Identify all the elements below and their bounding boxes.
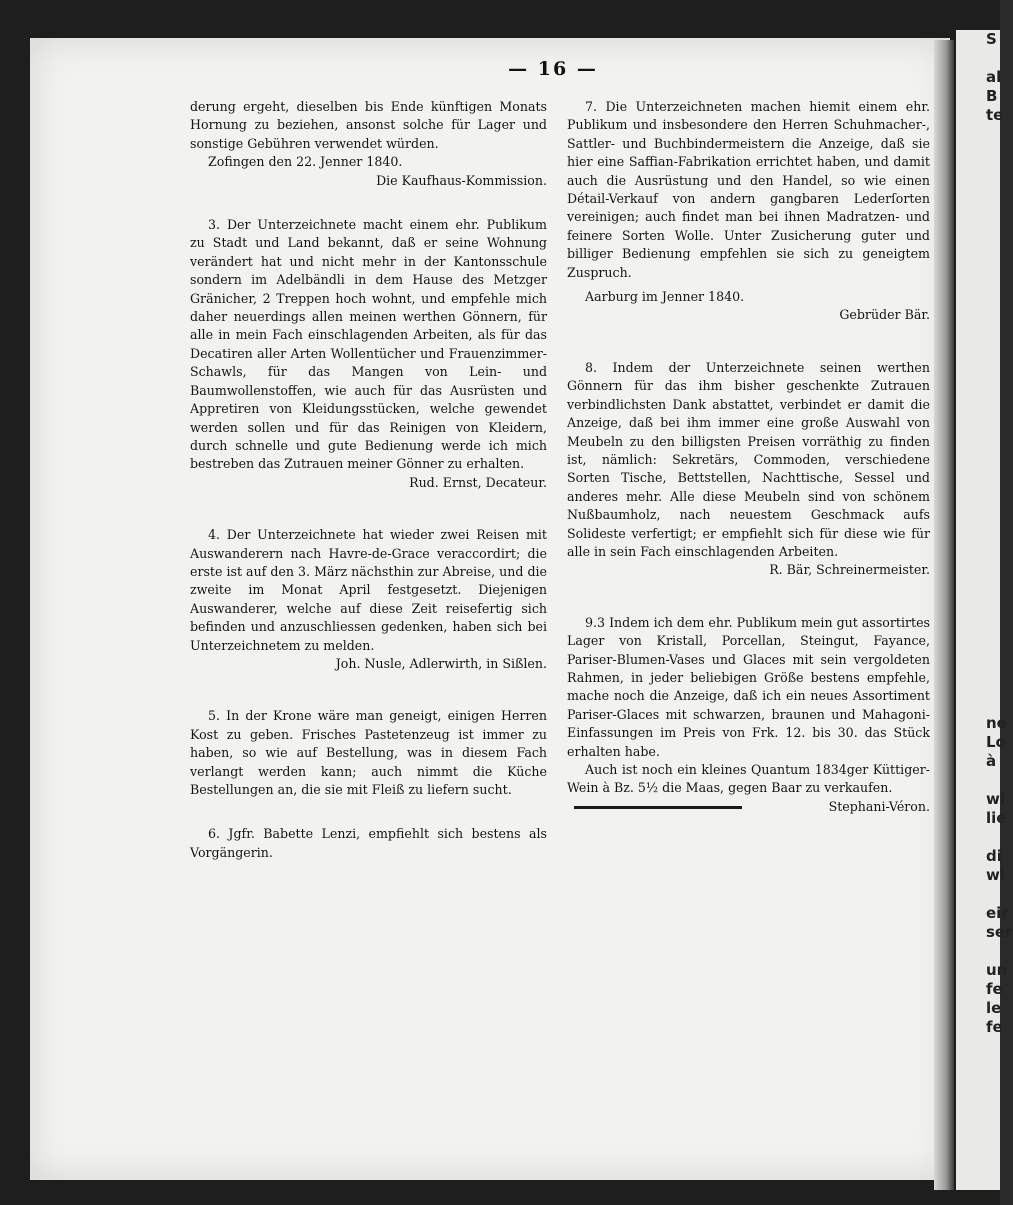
section-rule [574,806,742,809]
edge-fragment [956,600,1000,619]
edge-fragment [956,144,1000,163]
edge-fragment [956,258,1000,277]
notice-8 [567,359,930,580]
notice-5 [190,707,547,799]
edge-fragment: ne [986,714,1007,732]
notice-signature: R. Bär, Schreinermeister. [769,562,930,578]
notice-text: derung ergeht, dieselben bis Ende künftigen Monats Hornung zu beziehen, ansonst solche für Lager und sonstige Gebühren verwendet würden. [190,99,547,151]
edge-fragment [956,125,1000,144]
edge-fragment [956,372,1000,391]
right-column [567,98,930,816]
notice-text: 3. Der Unterzeichnete macht einem ehr. Publikum zu Stadt und Land bekannt, daß er seine Wohnung verändert hat und nicht mehr in der Kantonsschule sondern im Adelbändli in dem Hause des Metzger Gränicher, 2 Treppen hoch wohnt, und empfehle mich daher neuerdings allen meinen werthen Gönnern, für alle in mein Fach einschlagenden Arbeiten, als für das Decatiren aller Arten Wollentücher und Frauenzimmer-Schawls, für das Mangen von Lein- und Baumwollenstoffen, wie auch für das Ausrüsten und Appretiren von Kleidungsstücken, welche gewendet werden sollen und für das Reinigen von Kleidern, durch schnelle und gute Bedienung werde ich mich bestreben das Zutrauen meiner Gönner zu erhalten. [190,217,547,472]
edge-fragment: fe [986,1018,1003,1036]
notice-signature: Joh. Nusle, Adlerwirth, in Sißlen. [335,655,547,671]
place-date: Zofingen den 22. Jenner 1840. [208,154,403,170]
edge-fragment [956,334,1000,353]
notice-4 [190,526,547,673]
notice-3 [190,216,547,492]
page-number: — 16 — [508,58,598,80]
edge-fragment [956,619,1000,638]
edge-fragment [956,695,1000,714]
edge-fragment [956,315,1000,334]
notice-6 [190,825,547,862]
edge-fragment [956,676,1000,695]
edge-fragment [956,828,1000,847]
edge-fragment: wi [986,866,1005,884]
edge-fragment [956,562,1000,581]
edge-fragment [956,220,1000,239]
edge-fragment [956,239,1000,258]
edge-fragment [956,467,1000,486]
place-date: Aarburg im Jenner 1840. [585,289,745,305]
edge-fragment: Lo [986,733,1006,751]
notice-text: 8. Indem der Unterzeichnete seinen werthen Gönnern für das ihm bisher geschenkte Zutrauen verbindlichsten Dank abstattet, verbindet er damit die Anzeige, daß bei ihm immer eine große Auswahl von Meubeln zu den billigsten Preisen vorräthig zu finden ist, nämlich: Sekretärs, Commoden, verschiedene Sorten Tische, Bettstellen, Nachttische, Sessel und anderes mehr. Alle diese Meubeln sind von schönem Nußbaumholz, nach neuestem Geschmack aufs Solideste verfertigt; er empfiehlt sich für diese wie für alle in sein Fach einschlagenden Arbeiten. [567,359,930,559]
edge-fragment: fe [986,980,1003,998]
edge-fragment: eir [986,904,1009,922]
edge-fragment: à [986,752,997,770]
edge-fragment [956,296,1000,315]
notice-text-2: Auch ist noch ein kleines Quantum 1834ger Küttiger-Wein à Bz. 5½ die Maas, gegen Baar zu verkaufen. [567,762,930,796]
notice-signature: Rud. Ernst, Decateur. [409,474,547,490]
edge-fragment: S [986,30,997,48]
binding-gutter [934,40,954,1190]
edge-fragment: wi [986,790,1005,808]
edge-fragment: le [986,999,1002,1017]
edge-fragment: un [986,961,1008,979]
notice-text: 5. In der Krone wäre man geneigt, einigen Herren Kost zu geben. Frisches Pastetenzeug ist immer zu haben, so wie auf Bestellung, was in diesem Fach verlangt werden kann; auch nimmt die Küche Bestellungen an, die sie mit Fleiß zu liefern sucht. [190,708,547,797]
edge-fragment [956,486,1000,505]
edge-fragment [956,885,1000,904]
notice-text: 7. Die Unterzeichneten machen hiemit einem ehr. Publikum und insbesondere den Herren Schuhmacher-, Sattler- und Buchbindermeistern die Anzeige, daß sie hier eine Saffian-Fabrikation errichtet haben, und damit auch die Ausrüstung und den Handel, so wie einen Détail-Verkauf von andern gangbaren Lederſorten vereinigen; auch findet man bei ihnen Madratzen- und feinere Sorten Wolle. Unter Zusicherung guter und billiger Bedienung empfehlen sie sich zu geneigtem Zuspruch. [567,99,930,280]
edge-fragment: lie [986,809,1007,827]
edge-fragment [956,942,1000,961]
notice-signature: Die Kaufhaus-Kommission. [376,172,547,188]
edge-fragment [956,182,1000,201]
edge-fragment [956,638,1000,657]
edge-fragment [956,771,1000,790]
edge-fragment [956,49,1000,68]
notice-text: 4. Der Unterzeichnete hat wieder zwei Reisen mit Auswanderern nach Havre-de-Grace veraccordirt; die erste ist auf den 3. März nächsthin zur Abreise, und die zweite im Monat April festgesetzt. Diejenigen Auswanderer, welche auf diese Zeit reisefertig sich befinden und anzuschliessen gedenken, haben sich bei Unterzeichnetem zu melden. [190,527,547,653]
edge-fragment [956,505,1000,524]
edge-fragment: te [986,106,1004,124]
edge-fragment [956,201,1000,220]
notice-text: 9.3 Indem ich dem ehr. Publikum mein gut assortirtes Lager von Kristall, Porcellan, Steingut, Fayance, Pariser-Blumen-Vases und Glaces mit sein vergoldeten Rahmen, in jeder beliebigen Größe bestens empfehle, mache noch die Anzeige, daß ich ein neues Assortiment Pariser-Glaces mit schwarzen, braunen und Mahagoni-Einfassungen im Preis von Frk. 12. bis 30. das Stück erhalten habe. [567,614,930,759]
notice-9 [567,614,930,816]
edge-fragment: di [986,847,1002,865]
edge-fragment [956,277,1000,296]
edge-fragment [956,163,1000,182]
edge-fragment [956,448,1000,467]
edge-fragment [956,581,1000,600]
edge-fragment [956,543,1000,562]
notice-continuation [190,98,547,190]
notice-7 [567,98,930,325]
notice-signature: Stephani-Véron. [828,798,930,814]
edge-fragment [956,410,1000,429]
left-column [190,98,547,862]
edge-fragment: al [986,68,1002,86]
edge-fragment [956,391,1000,410]
edge-fragment: ser [986,923,1013,941]
edge-fragment [956,524,1000,543]
edge-fragment [956,657,1000,676]
notice-signature: Gebrüder Bär. [839,307,930,323]
edge-fragment [956,429,1000,448]
edge-fragment: B [986,87,998,105]
adjacent-page-edge [956,30,1013,1190]
edge-fragment [956,353,1000,372]
notice-text: 6. Jgfr. Babette Lenzi, empfiehlt sich bestens als Vorgängerin. [190,826,547,860]
